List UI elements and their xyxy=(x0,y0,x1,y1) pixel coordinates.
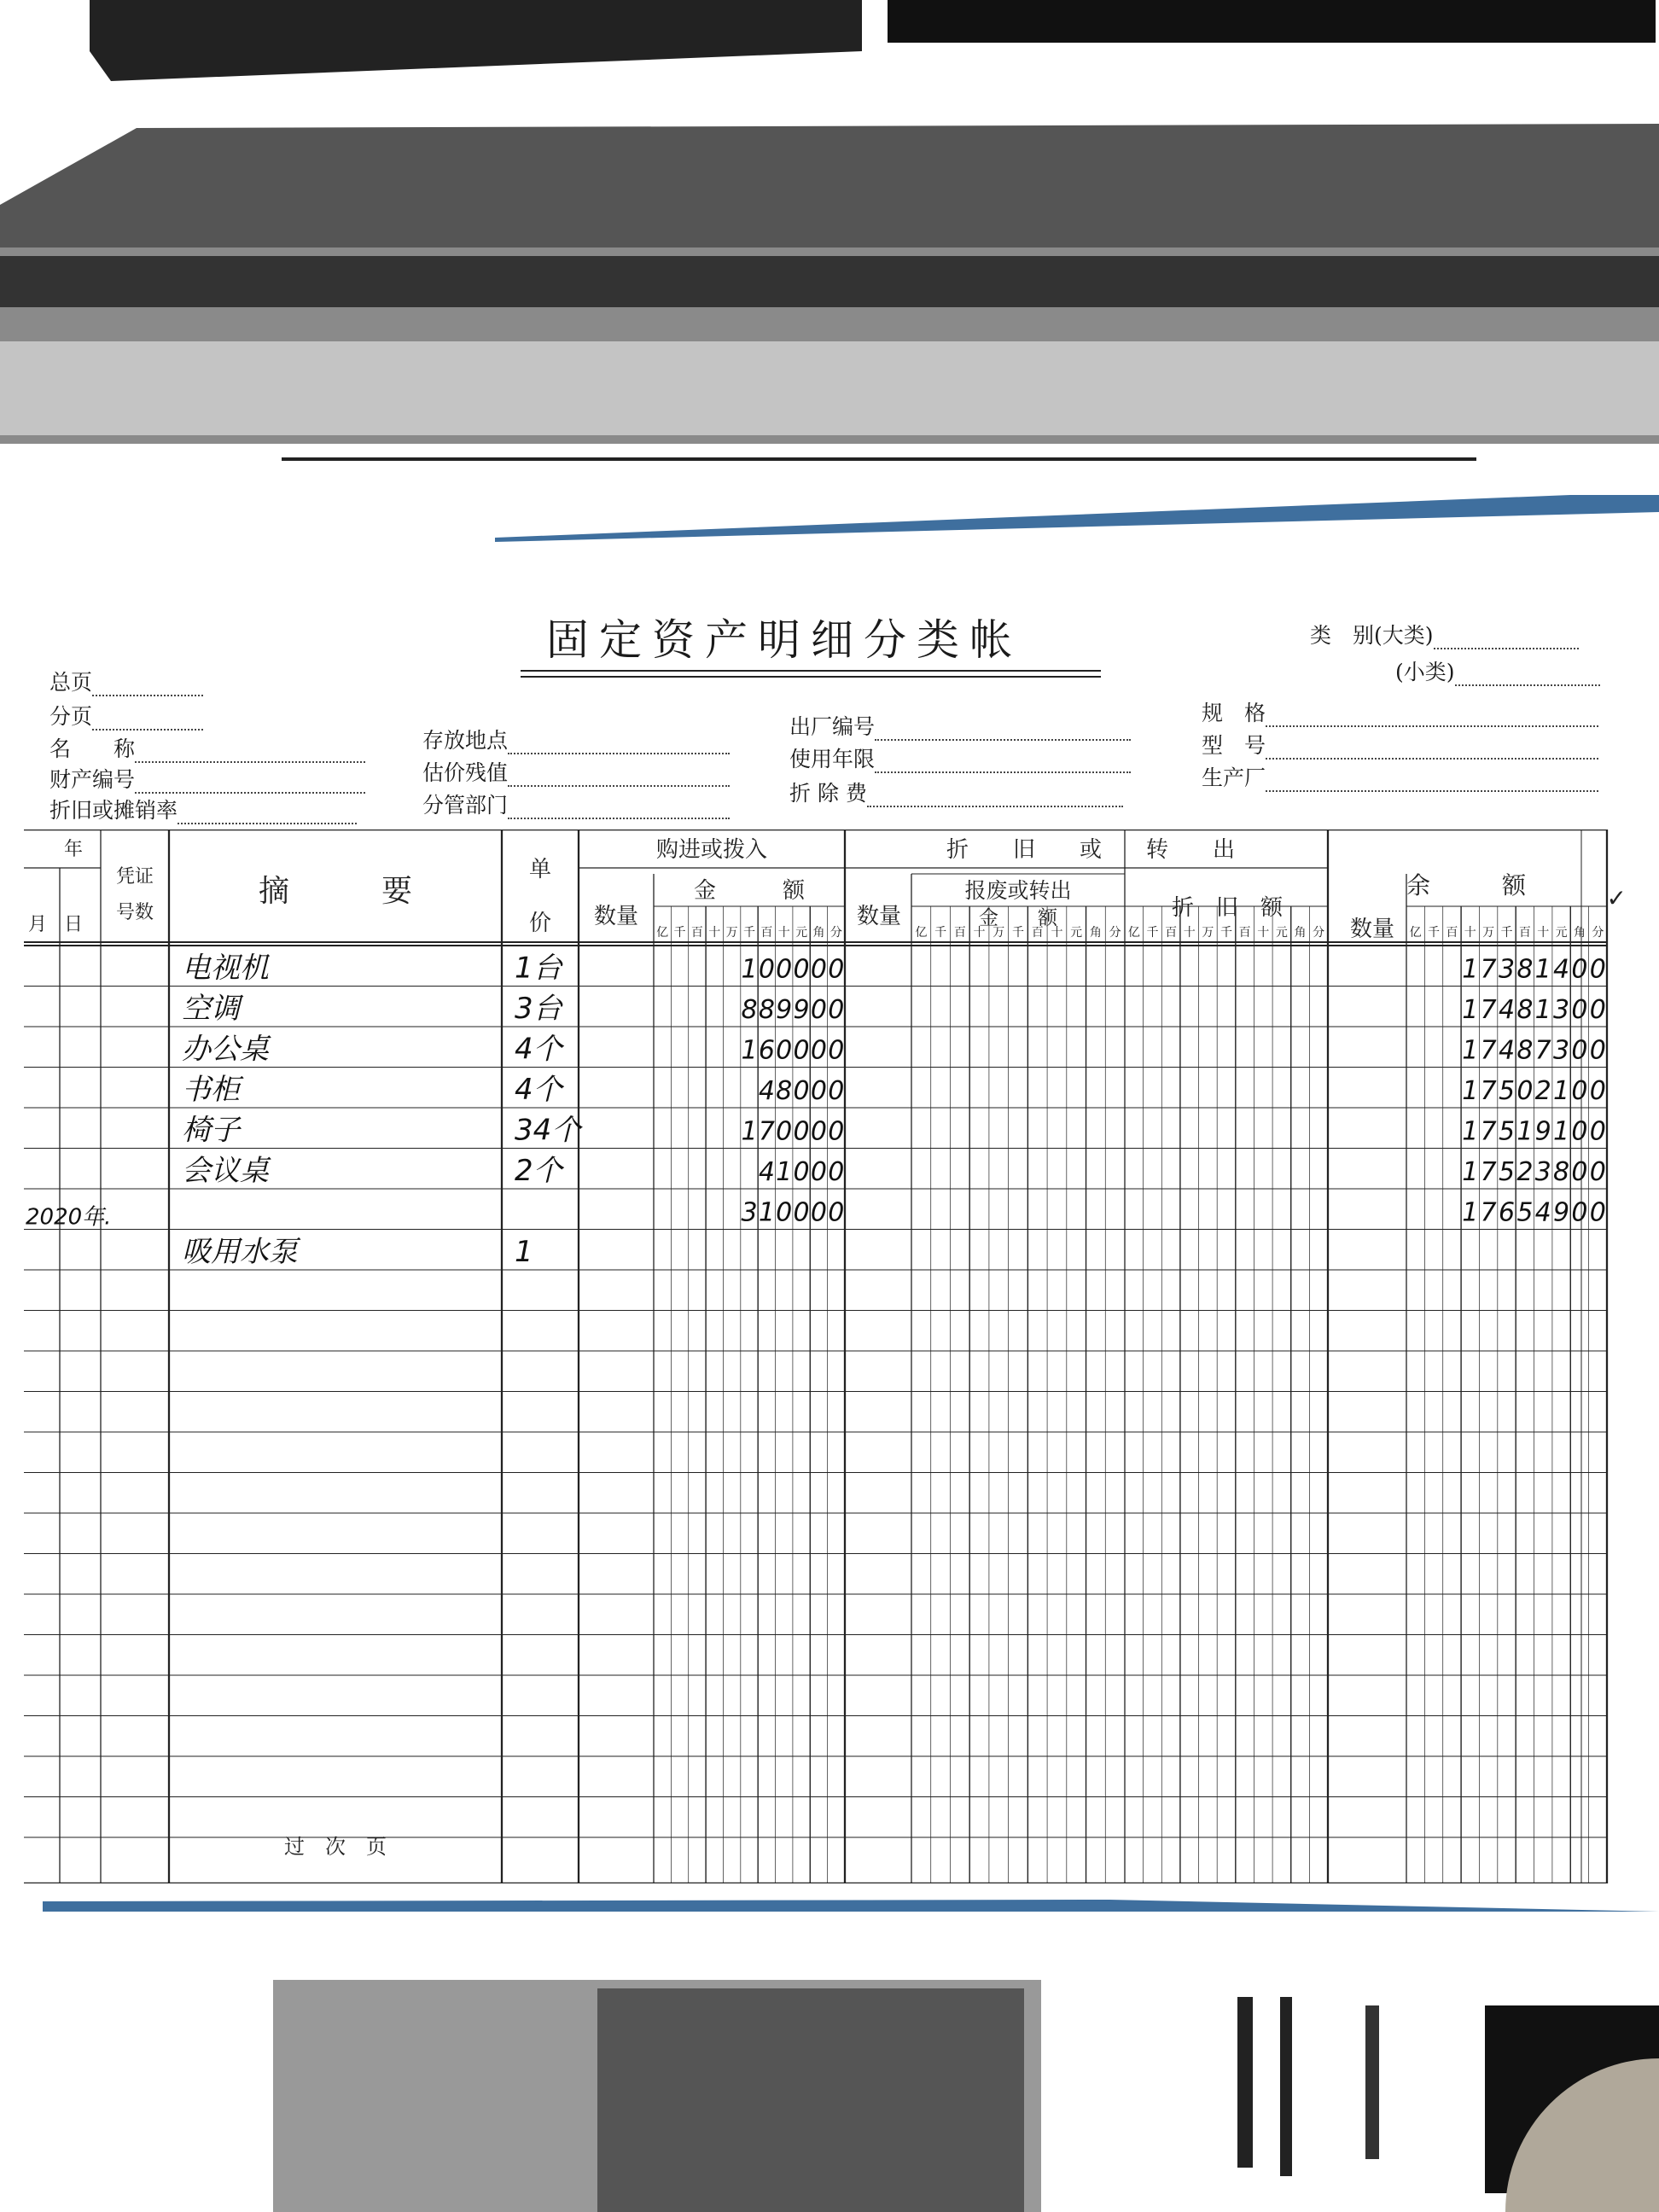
col-balance-qty: 数量 xyxy=(1349,917,1395,942)
digit-head: 分 xyxy=(1109,926,1121,940)
digit-head: 百 xyxy=(1238,926,1251,940)
digit-head: 千 xyxy=(1220,926,1232,940)
digit-head: 角 xyxy=(1294,926,1307,940)
digit-head: 百 xyxy=(1518,926,1531,940)
field-residual: 估价残值 xyxy=(422,756,730,787)
entry-balance-digit: 3 xyxy=(1534,1157,1551,1187)
entry-summary: 吸用水泵 xyxy=(182,1235,298,1269)
col-amount2: 金 额 xyxy=(979,907,1057,929)
entry-balance-digit: 0 xyxy=(1589,1157,1606,1187)
col-year: 年 xyxy=(63,839,84,860)
entry-balance-digit: 2 xyxy=(1516,1157,1534,1187)
entry-balance-digit: 0 xyxy=(1571,1157,1588,1187)
entry-balance-digit: 7 xyxy=(1480,1157,1497,1187)
field-spec: 规 格 xyxy=(1202,696,1598,727)
col-amount: 金 额 xyxy=(693,878,806,904)
col-unit-price: 单 xyxy=(528,857,552,882)
entry-balance-digit: 0 xyxy=(1571,954,1588,985)
entry-balance-digit: 8 xyxy=(1553,1157,1570,1187)
col-scrap: 报废或转出 xyxy=(964,878,1072,903)
entry-balance-digit: 1 xyxy=(1462,1157,1479,1187)
total-page: 总页 xyxy=(49,666,203,696)
col-qty2: 数量 xyxy=(856,904,902,929)
entry-amount-digit: 0 xyxy=(828,1116,845,1147)
entry-balance-digit: 0 xyxy=(1589,1116,1606,1147)
entry-balance-digit: 7 xyxy=(1480,995,1497,1025)
entry-balance-digit: 0 xyxy=(1589,995,1606,1025)
digit-head: 亿 xyxy=(1127,926,1140,940)
entry-amount-digit: 0 xyxy=(810,1035,828,1066)
digit-head: 元 xyxy=(1070,926,1083,940)
field-serial: 出厂编号 xyxy=(789,710,1131,741)
entry-amount-digit: 0 xyxy=(810,1197,828,1228)
col-summary: 摘 要 xyxy=(258,874,413,909)
entry-balance-digit: 7 xyxy=(1480,1116,1497,1147)
entry-balance-digit: 7 xyxy=(1480,1076,1497,1106)
entry-amount-digit: 8 xyxy=(776,1076,793,1106)
entry-balance-digit: 1 xyxy=(1462,1076,1479,1106)
digit-head: 分 xyxy=(1313,926,1325,940)
col-balance: 余 额 xyxy=(1406,871,1527,899)
col-voucher: 号数 xyxy=(115,902,154,923)
digit-head: 百 xyxy=(690,926,703,940)
col-purchase: 购进或拨入 xyxy=(655,837,768,863)
entry-amount-digit: 0 xyxy=(810,954,828,985)
entry-balance-digit: 0 xyxy=(1571,1116,1588,1147)
digit-head: 角 xyxy=(1089,926,1102,940)
entry-amount-digit: 0 xyxy=(793,1035,810,1066)
entry-balance-digit: 2 xyxy=(1534,1076,1551,1106)
margin-note: 2020年. xyxy=(26,1204,112,1231)
entry-balance-digit: 9 xyxy=(1534,1116,1551,1147)
entry-balance-digit: 4 xyxy=(1498,995,1516,1025)
entry-amount-digit: 1 xyxy=(758,1197,775,1228)
carry-forward-label: 过 次 页 xyxy=(284,1835,387,1859)
entry-balance-digit: 5 xyxy=(1498,1116,1516,1147)
entry-balance-digit: 0 xyxy=(1589,1076,1606,1106)
digit-head: 十 xyxy=(1183,926,1196,940)
entry-amount-digit: 0 xyxy=(793,1116,810,1147)
entry-balance-digit: 4 xyxy=(1534,1197,1551,1228)
entry-amount-digit: 4 xyxy=(758,1157,775,1187)
digit-head: 千 xyxy=(1500,926,1513,940)
entry-balance-digit: 1 xyxy=(1553,1076,1570,1106)
digit-head: 亿 xyxy=(656,926,669,940)
field-dep-rate: 折旧或摊销率 xyxy=(49,794,357,824)
digit-head: 千 xyxy=(673,926,686,940)
entry-amount-digit: 1 xyxy=(741,954,758,985)
check-mark: ✓ xyxy=(1606,884,1627,912)
entry-balance-digit: 3 xyxy=(1553,1035,1570,1066)
digit-head: 千 xyxy=(934,926,947,940)
entry-summary: 空调 xyxy=(182,992,240,1026)
entry-balance-digit: 5 xyxy=(1498,1076,1516,1106)
entry-balance-digit: 0 xyxy=(1589,1035,1606,1066)
entry-balance-digit: 1 xyxy=(1462,995,1479,1025)
scan-artifact-top xyxy=(0,0,1659,461)
field-model: 型 号 xyxy=(1202,729,1598,760)
entry-balance-digit: 0 xyxy=(1571,1197,1588,1228)
entry-balance-digit: 1 xyxy=(1462,1035,1479,1066)
entry-amount-digit: 9 xyxy=(776,995,793,1025)
entry-amount-digit: 1 xyxy=(776,1157,793,1187)
entry-amount-digit: 0 xyxy=(776,1116,793,1147)
field-location: 存放地点 xyxy=(422,724,730,754)
entry-amount-digit: 0 xyxy=(793,1157,810,1187)
entry-unit: 2个 xyxy=(515,1154,562,1188)
digit-head: 百 xyxy=(953,926,966,940)
col-qty: 数量 xyxy=(593,904,639,929)
entry-balance-digit: 0 xyxy=(1571,1035,1588,1066)
entry-balance-digit: 7 xyxy=(1480,1197,1497,1228)
entry-amount-digit: 1 xyxy=(741,1116,758,1147)
entry-balance-digit: 1 xyxy=(1462,1197,1479,1228)
digit-head: 十 xyxy=(1464,926,1476,940)
page-title: 固定资产明细分类帐 xyxy=(546,615,1022,665)
col-depreciation: 折 旧 额 xyxy=(1171,895,1284,921)
entry-amount-digit: 0 xyxy=(810,1076,828,1106)
digit-head: 万 xyxy=(992,926,1005,940)
entry-unit: 4个 xyxy=(515,1032,562,1067)
entry-unit: 4个 xyxy=(515,1073,562,1107)
entry-balance-digit: 1 xyxy=(1553,1116,1570,1147)
entry-unit: 1 xyxy=(515,1235,533,1269)
field-removal: 折 除 费 xyxy=(789,777,1123,807)
col-day: 日 xyxy=(63,914,84,935)
field-dept: 分管部门 xyxy=(422,789,730,819)
entry-balance-digit: 1 xyxy=(1462,954,1479,985)
digit-head: 百 xyxy=(1031,926,1044,940)
entry-amount-digit: 0 xyxy=(776,1035,793,1066)
entry-balance-digit: 6 xyxy=(1498,1197,1516,1228)
entry-amount-digit: 0 xyxy=(793,1197,810,1228)
entry-balance-digit: 8 xyxy=(1516,1035,1534,1066)
entry-balance-digit: 8 xyxy=(1516,954,1534,985)
entry-balance-digit: 5 xyxy=(1516,1197,1534,1228)
digit-head: 万 xyxy=(725,926,738,940)
entry-summary: 办公桌 xyxy=(182,1032,269,1067)
entry-balance-digit: 1 xyxy=(1462,1116,1479,1147)
field-years: 使用年限 xyxy=(789,742,1131,773)
entry-balance-digit: 1 xyxy=(1516,1116,1534,1147)
digit-head: 十 xyxy=(1257,926,1270,940)
digit-head: 亿 xyxy=(915,926,928,940)
digit-head: 元 xyxy=(1555,926,1568,940)
entry-balance-digit: 8 xyxy=(1516,995,1534,1025)
entry-amount-digit: 0 xyxy=(793,954,810,985)
entry-balance-digit: 0 xyxy=(1516,1076,1534,1106)
ledger-page xyxy=(0,461,1659,1912)
digit-head: 千 xyxy=(1146,926,1159,940)
entry-balance-digit: 3 xyxy=(1553,995,1570,1025)
field-maker: 生产厂 xyxy=(1202,761,1598,792)
entry-summary: 会议桌 xyxy=(182,1154,269,1188)
entry-amount-digit: 0 xyxy=(828,1157,845,1187)
entry-amount-digit: 6 xyxy=(758,1035,775,1066)
col-voucher: 凭证 xyxy=(115,866,154,888)
digit-head: 十 xyxy=(777,926,790,940)
digit-head: 分 xyxy=(1592,926,1604,940)
category-large: 类 别(大类) xyxy=(1310,619,1579,649)
digit-head: 元 xyxy=(1275,926,1288,940)
entry-amount-digit: 4 xyxy=(758,1076,775,1106)
field-asset-no: 财产编号 xyxy=(49,763,365,794)
digit-head: 十 xyxy=(708,926,721,940)
entry-amount-digit: 0 xyxy=(828,954,845,985)
digit-head: 千 xyxy=(1012,926,1024,940)
digit-head: 十 xyxy=(973,926,986,940)
col-depr-out: 折 旧 或 转 出 xyxy=(946,837,1236,863)
entry-balance-digit: 3 xyxy=(1498,954,1516,985)
entry-balance-digit: 0 xyxy=(1571,1076,1588,1106)
entry-balance-digit: 0 xyxy=(1589,954,1606,985)
digit-head: 百 xyxy=(1165,926,1178,940)
entry-amount-digit: 9 xyxy=(793,995,810,1025)
digit-head: 角 xyxy=(1573,926,1586,940)
entry-amount-digit: 0 xyxy=(828,1076,845,1106)
entry-amount-digit: 0 xyxy=(828,1197,845,1228)
entry-amount-digit: 0 xyxy=(758,954,775,985)
entry-balance-digit: 4 xyxy=(1498,1035,1516,1066)
entry-balance-digit: 0 xyxy=(1589,1197,1606,1228)
digit-head: 万 xyxy=(1482,926,1495,940)
digit-head: 千 xyxy=(743,926,755,940)
digit-head: 亿 xyxy=(1409,926,1422,940)
col-unit-price: 价 xyxy=(528,911,552,936)
entry-balance-digit: 1 xyxy=(1534,954,1551,985)
entry-balance-digit: 0 xyxy=(1571,995,1588,1025)
entry-unit: 1台 xyxy=(515,951,562,986)
digit-head: 角 xyxy=(812,926,825,940)
entry-amount-digit: 0 xyxy=(810,1116,828,1147)
entry-unit: 34个 xyxy=(515,1113,581,1148)
digit-head: 分 xyxy=(830,926,842,940)
entry-balance-digit: 4 xyxy=(1553,954,1570,985)
entry-amount-digit: 7 xyxy=(758,1116,775,1147)
entry-amount-digit: 8 xyxy=(741,995,758,1025)
entry-summary: 椅子 xyxy=(182,1113,240,1148)
entry-balance-digit: 9 xyxy=(1553,1197,1570,1228)
entry-amount-digit: 0 xyxy=(793,1076,810,1106)
entry-balance-digit: 7 xyxy=(1480,1035,1497,1066)
digit-head: 百 xyxy=(1446,926,1458,940)
entry-balance-digit: 5 xyxy=(1498,1157,1516,1187)
entry-balance-digit: 1 xyxy=(1534,995,1551,1025)
entry-summary: 电视机 xyxy=(182,951,269,986)
field-name: 名 称 xyxy=(49,732,365,763)
col-month: 月 xyxy=(27,914,48,935)
entry-amount-digit: 3 xyxy=(741,1197,758,1228)
entry-summary: 书柜 xyxy=(182,1073,240,1107)
entry-amount-digit: 0 xyxy=(776,954,793,985)
entry-amount-digit: 0 xyxy=(828,1035,845,1066)
digit-head: 十 xyxy=(1051,926,1063,940)
digit-head: 万 xyxy=(1202,926,1214,940)
entry-amount-digit: 1 xyxy=(741,1035,758,1066)
entry-amount-digit: 8 xyxy=(758,995,775,1025)
digit-head: 千 xyxy=(1428,926,1441,940)
digit-head: 元 xyxy=(795,926,808,940)
entry-amount-digit: 0 xyxy=(828,995,845,1025)
category-small: (小类) xyxy=(1395,655,1600,686)
digit-head: 百 xyxy=(760,926,773,940)
entry-balance-digit: 7 xyxy=(1480,954,1497,985)
entry-amount-digit: 0 xyxy=(776,1197,793,1228)
digit-head: 十 xyxy=(1537,926,1550,940)
entry-balance-digit: 7 xyxy=(1534,1035,1551,1066)
sub-page: 分页 xyxy=(49,700,203,731)
entry-amount-digit: 0 xyxy=(810,1157,828,1187)
scan-artifact-bottom xyxy=(0,1912,1659,2212)
entry-amount-digit: 0 xyxy=(810,995,828,1025)
entry-unit: 3台 xyxy=(515,992,562,1026)
blue-band-bottom xyxy=(0,461,1659,1912)
